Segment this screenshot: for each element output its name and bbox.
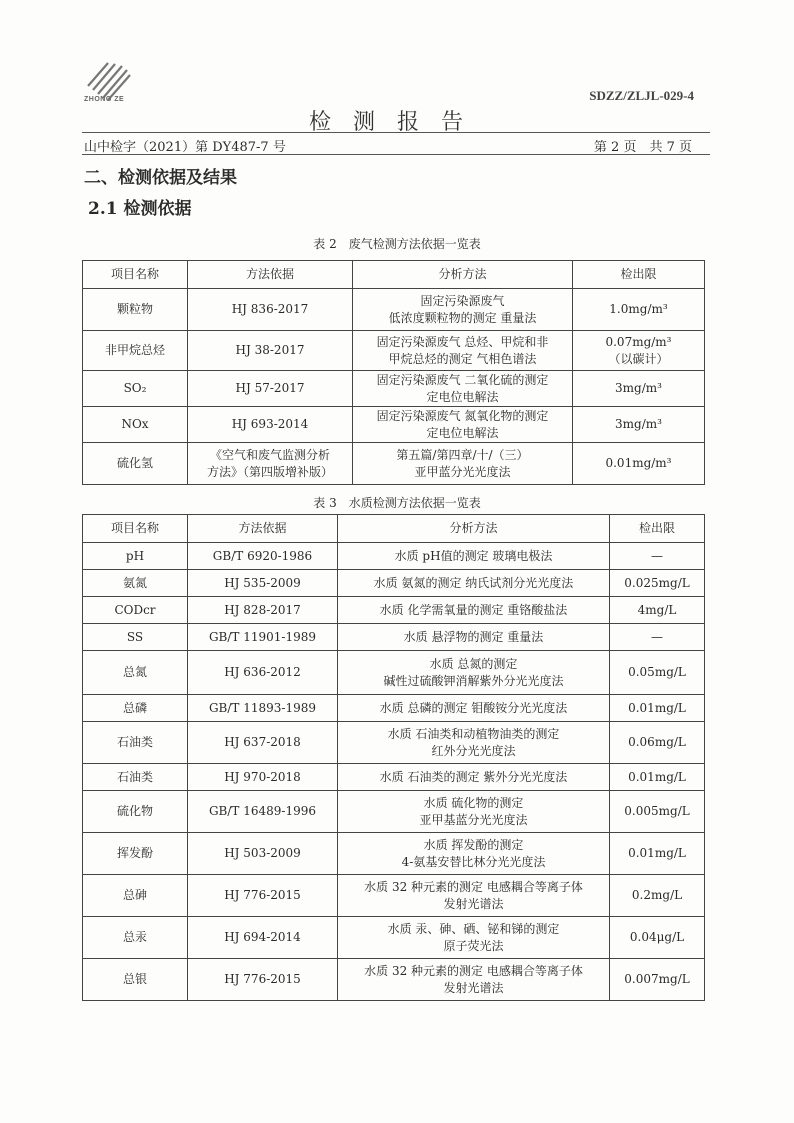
table-row (83, 959, 705, 1001)
column-header: 检出限 (573, 261, 705, 289)
table-cell: 非甲烷总烃 (83, 331, 188, 371)
table-cell: 0.025mg/L (610, 570, 705, 597)
table-cell: HJ 693-2014 (188, 407, 353, 443)
table-cell: 挥发酚 (83, 833, 188, 875)
table-cell: 总汞 (83, 917, 188, 959)
table-cell: CODcr (83, 597, 188, 624)
column-header: 分析方法 (338, 515, 610, 543)
table-cell: NOx (83, 407, 188, 443)
column-header: 检出限 (610, 515, 705, 543)
table-cell: SO₂ (83, 371, 188, 407)
table-row (83, 695, 705, 722)
table-row (83, 833, 705, 875)
logo-text: ZHONG ZE (84, 96, 125, 103)
table2-caption: 表 2 废气检测方法依据一览表 (313, 237, 481, 251)
table-cell: 固定污染源废气 总烃、甲烷和非 甲烷总烃的测定 气相色谱法 (353, 331, 573, 371)
table-cell: 0.005mg/L (610, 791, 705, 833)
table-cell: 水质 悬浮物的测定 重量法 (338, 624, 610, 651)
table-cell: HJ 828-2017 (188, 597, 338, 624)
column-header: 方法依据 (188, 515, 338, 543)
table-row (83, 651, 705, 695)
table-cell: 石油类 (83, 722, 188, 764)
subsection-heading: 2.1 检测依据 (88, 199, 192, 219)
table-cell: 0.01mg/L (610, 833, 705, 875)
table-row (83, 791, 705, 833)
table-cell: 水质 汞、砷、硒、铋和锑的测定 原子荧光法 (338, 917, 610, 959)
table-cell: SS (83, 624, 188, 651)
table-cell: 3mg/m³ (573, 407, 705, 443)
table-row (83, 597, 705, 624)
table-cell: 水质 化学需氧量的测定 重铬酸盐法 (338, 597, 610, 624)
table-cell: 1.0mg/m³ (573, 289, 705, 331)
table-cell: HJ 776-2015 (188, 959, 338, 1001)
table-cell: — (610, 543, 705, 570)
table-row (83, 722, 705, 764)
table-cell: 4mg/L (610, 597, 705, 624)
table-cell: HJ 535-2009 (188, 570, 338, 597)
table-cell: HJ 836-2017 (188, 289, 353, 331)
table-cell: 总银 (83, 959, 188, 1001)
column-header: 项目名称 (83, 515, 188, 543)
header-rule-top (82, 132, 710, 133)
table-cell: 总磷 (83, 695, 188, 722)
table-header-row (83, 261, 705, 289)
table-row (83, 764, 705, 791)
table-cell: 0.01mg/L (610, 764, 705, 791)
table-cell: 硫化氢 (83, 443, 188, 485)
section-heading: 二、检测依据及结果 (84, 168, 237, 188)
table-cell: 水质 总氮的测定 碱性过硫酸钾消解紫外分光光度法 (338, 651, 610, 695)
table-row (83, 407, 705, 443)
table-cell: HJ 636-2012 (188, 651, 338, 695)
table-cell: 0.05mg/L (610, 651, 705, 695)
table-cell: GB/T 11893-1989 (188, 695, 338, 722)
table-cell: 《空气和废气监测分析 方法》（第四版增补版） (188, 443, 353, 485)
table-row (83, 570, 705, 597)
table-cell: 3mg/m³ (573, 371, 705, 407)
table-cell: 0.2mg/L (610, 875, 705, 917)
table-cell: 0.01mg/L (610, 695, 705, 722)
table-cell: 水质 石油类的测定 紫外分光光度法 (338, 764, 610, 791)
table-cell: 0.06mg/L (610, 722, 705, 764)
table-cell: 总砷 (83, 875, 188, 917)
table-cell: 水质 32 种元素的测定 电感耦合等离子体 发射光谱法 (338, 959, 610, 1001)
table-row (83, 917, 705, 959)
table-row (83, 331, 705, 371)
table-cell: HJ 503-2009 (188, 833, 338, 875)
table-cell: HJ 694-2014 (188, 917, 338, 959)
table-cell: 水质 氨氮的测定 纳氏试剂分光光度法 (338, 570, 610, 597)
table-cell: 固定污染源废气 低浓度颗粒物的测定 重量法 (353, 289, 573, 331)
table-row (83, 289, 705, 331)
table-cell: 石油类 (83, 764, 188, 791)
table-cell: — (610, 624, 705, 651)
table-cell: 硫化物 (83, 791, 188, 833)
table-cell: GB/T 6920-1986 (188, 543, 338, 570)
report-number: 山中检字（2021）第 DY487-7 号 (84, 140, 286, 155)
table-cell: HJ 970-2018 (188, 764, 338, 791)
table-row (83, 543, 705, 570)
table-row (83, 624, 705, 651)
column-header: 项目名称 (83, 261, 188, 289)
document-code: SDZZ/ZLJL-029-4 (589, 88, 694, 103)
header-rule-bottom (82, 154, 710, 155)
table-cell: 水质 硫化物的测定 亚甲基蓝分光光度法 (338, 791, 610, 833)
table-cell: 总氮 (83, 651, 188, 695)
table-row (83, 875, 705, 917)
table-cell: HJ 38-2017 (188, 331, 353, 371)
table-cell: GB/T 16489-1996 (188, 791, 338, 833)
table-cell: pH (83, 543, 188, 570)
report-title: 检测报告 (308, 110, 485, 135)
table-cell: 固定污染源废气 二氧化硫的测定 定电位电解法 (353, 371, 573, 407)
table-header-row (83, 515, 705, 543)
table-cell: HJ 776-2015 (188, 875, 338, 917)
table-cell: 水质 pH值的测定 玻璃电极法 (338, 543, 610, 570)
table-cell: 颗粒物 (83, 289, 188, 331)
table3-caption: 表 3 水质检测方法依据一览表 (313, 496, 481, 510)
table-cell: 水质 32 种元素的测定 电感耦合等离子体 发射光谱法 (338, 875, 610, 917)
table-cell: 0.04μg/L (610, 917, 705, 959)
table-cell: 0.01mg/m³ (573, 443, 705, 485)
table-cell: 0.07mg/m³ （以碳计） (573, 331, 705, 371)
table-row (83, 443, 705, 485)
column-header: 分析方法 (353, 261, 573, 289)
table-cell: HJ 57-2017 (188, 371, 353, 407)
table-cell: 水质 石油类和动植物油类的测定 红外分光光度法 (338, 722, 610, 764)
table-cell: 0.007mg/L (610, 959, 705, 1001)
waste-gas-method-table (82, 260, 705, 485)
table-cell: 水质 总磷的测定 钼酸铵分光光度法 (338, 695, 610, 722)
table-cell: 水质 挥发酚的测定 4-氨基安替比林分光光度法 (338, 833, 610, 875)
column-header: 方法依据 (188, 261, 353, 289)
table-cell: 固定污染源废气 氮氧化物的测定 定电位电解法 (353, 407, 573, 443)
water-quality-method-table (82, 514, 705, 1001)
page-indicator: 第 2 页 共 7 页 (593, 140, 692, 155)
table-cell: GB/T 11901-1989 (188, 624, 338, 651)
table-cell: 第五篇/第四章/十/（三） 亚甲蓝分光光度法 (353, 443, 573, 485)
table-cell: 氨氮 (83, 570, 188, 597)
table-cell: HJ 637-2018 (188, 722, 338, 764)
table-row (83, 371, 705, 407)
